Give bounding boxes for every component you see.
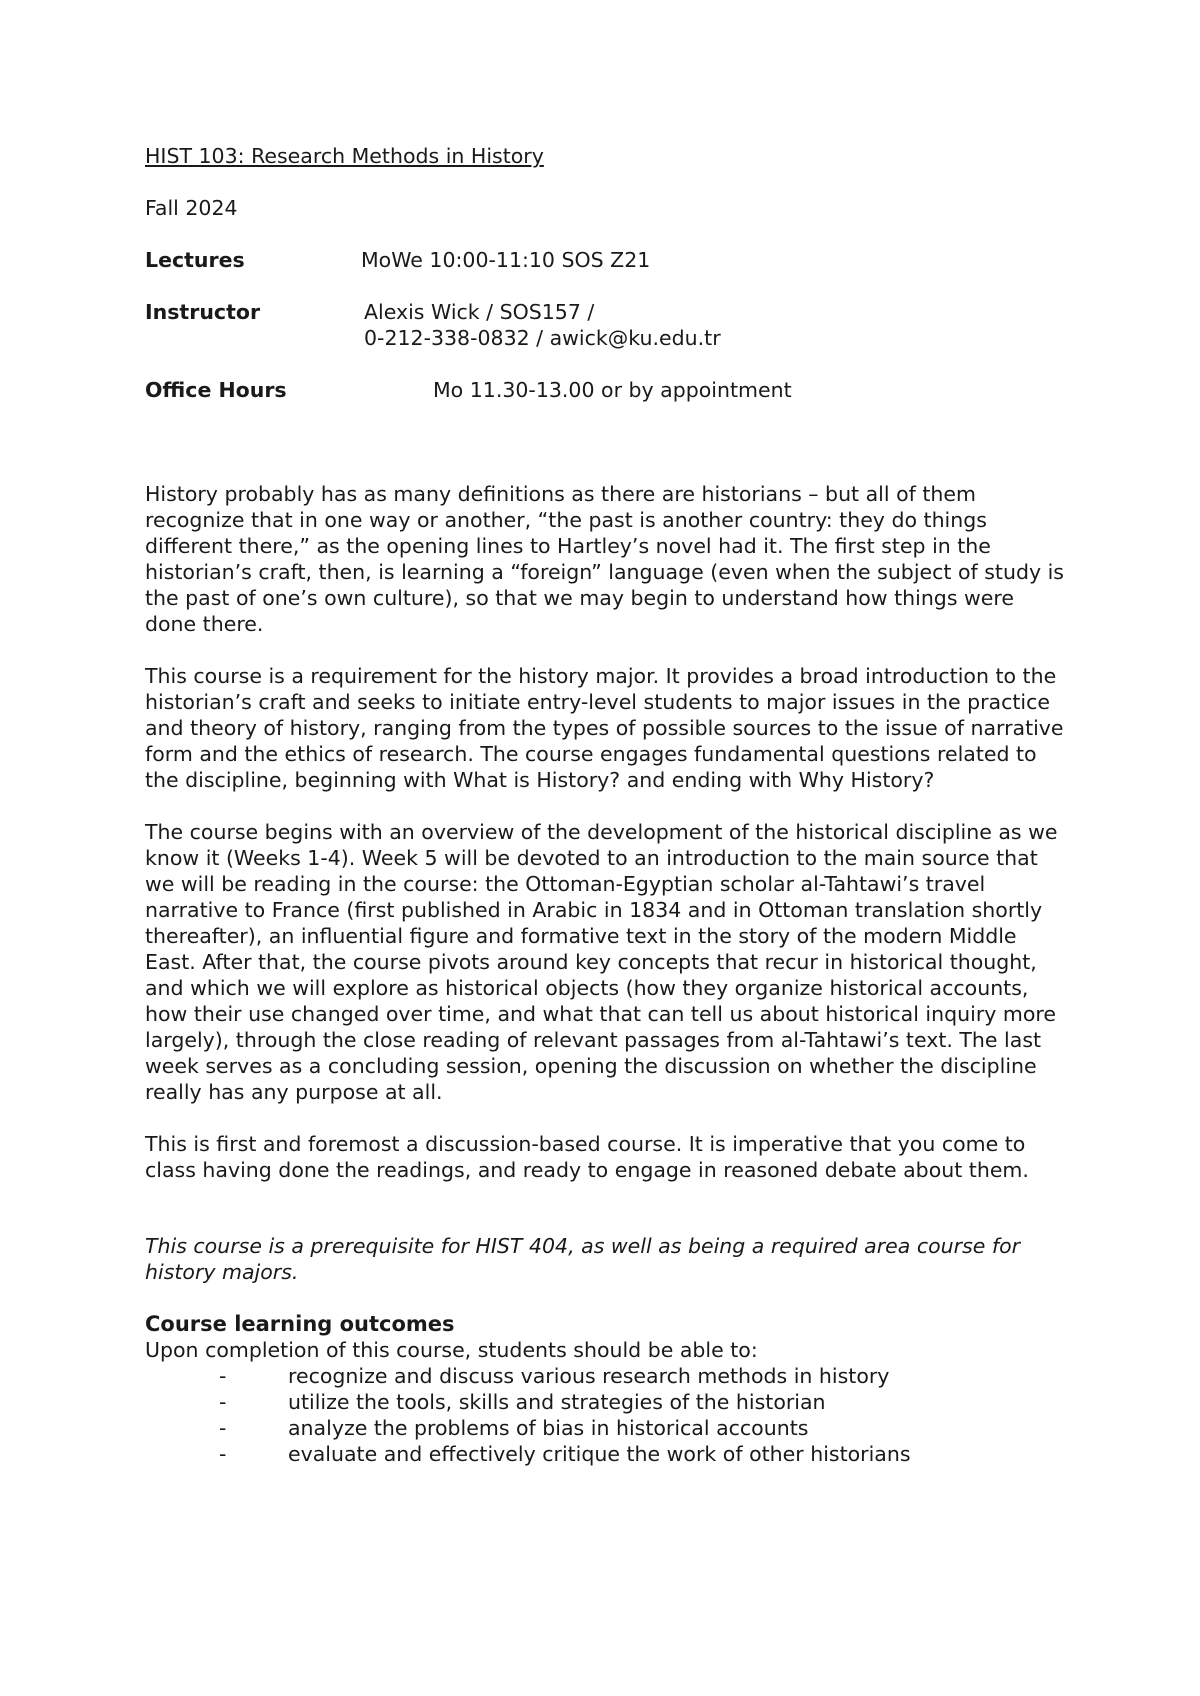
description-paragraph-2: This course is a requirement for the history major. It provides a broad introduction to the historian’s craft and seeks to initiate entry-level students to major issues in the practice and theory of history, ranging from the types of possible sources to the issue of narrative form and the ethics of research. The course engages fundamental questions related to the discipline, beginning with What is History? and ending with Why History? <box>145 664 1064 792</box>
list-item-text: recognize and discuss various research methods in history <box>288 1364 890 1388</box>
outcomes-list <box>145 1363 1065 1467</box>
outcomes-heading: Course learning outcomes <box>145 1312 455 1336</box>
office-hours-value: Mo 11.30-13.00 or by appointment <box>433 378 792 402</box>
list-bullet: - <box>219 1416 227 1440</box>
course-title: HIST 103: Research Methods in History <box>145 144 544 168</box>
description-paragraph-3: The course begins with an overview of the development of the historical discipline as we know it (Weeks 1-4). Week 5 will be devoted to an introduction to the main source that we will be reading in the course: the Ottoman-Egyptian scholar al-Tahtawi’s travel narrative to France (first published in Arabic in 1834 and in Ottoman translation shortly thereafter), an influential figure and formative text in the story of the modern Middle East. After that, the course pivots around key concepts that recur in historical thought, and which we will explore as historical objects (how they organize historical accounts, how their use changed over time, and what that can tell us about historical inquiry more largely), through the close reading of relevant passages from al-Tahtawi’s text. The last week serves as a concluding session, opening the discussion on whether the discipline really has any purpose at all. <box>145 820 1058 1104</box>
lectures-row <box>145 247 1065 273</box>
instructor-line-1: Alexis Wick / SOS157 / <box>364 300 595 324</box>
office-hours-label: Office Hours <box>145 378 287 402</box>
instructor-row <box>145 299 1065 351</box>
description-paragraph-4: This is first and foremost a discussion-based course. It is imperative that you come to class having done the readings, and ready to engage in reasoned debate about them. <box>145 1132 1029 1182</box>
list-item-text: utilize the tools, skills and strategies of the historian <box>288 1390 826 1414</box>
list-item <box>145 1389 1065 1415</box>
outcomes-intro: Upon completion of this course, students should be able to: <box>145 1338 758 1362</box>
prerequisite-note: This course is a prerequisite for HIST 404, as well as being a required area course for history majors. <box>145 1234 1021 1284</box>
description-paragraph-1: History probably has as many definitions as there are historians – but all of them recognize that in one way or another, “the past is another country: they do things different there,” as the opening lines to Hartley’s novel had it. The first step in the historian’s craft, then, is learning a “foreign” language (even when the subject of study is the past of one’s own culture), so that we may begin to understand how things were done there. <box>145 482 1064 636</box>
list-item <box>145 1363 1065 1389</box>
instructor-label: Instructor <box>145 300 261 324</box>
list-item <box>145 1441 1065 1467</box>
term: Fall 2024 <box>145 196 238 220</box>
instructor-line-2: 0-212-338-0832 / awick@ku.edu.tr <box>364 326 721 350</box>
list-bullet: - <box>219 1364 227 1388</box>
list-item-text: evaluate and effectively critique the work of other historians <box>288 1442 911 1466</box>
lectures-value: MoWe 10:00-11:10 SOS Z21 <box>361 248 651 272</box>
lectures-label: Lectures <box>145 248 245 272</box>
list-item-text: analyze the problems of bias in historical accounts <box>288 1416 809 1440</box>
list-item <box>145 1415 1065 1441</box>
syllabus-page <box>145 143 1065 1467</box>
list-bullet: - <box>219 1390 227 1414</box>
office-hours-row <box>145 377 1065 403</box>
list-bullet: - <box>219 1442 227 1466</box>
